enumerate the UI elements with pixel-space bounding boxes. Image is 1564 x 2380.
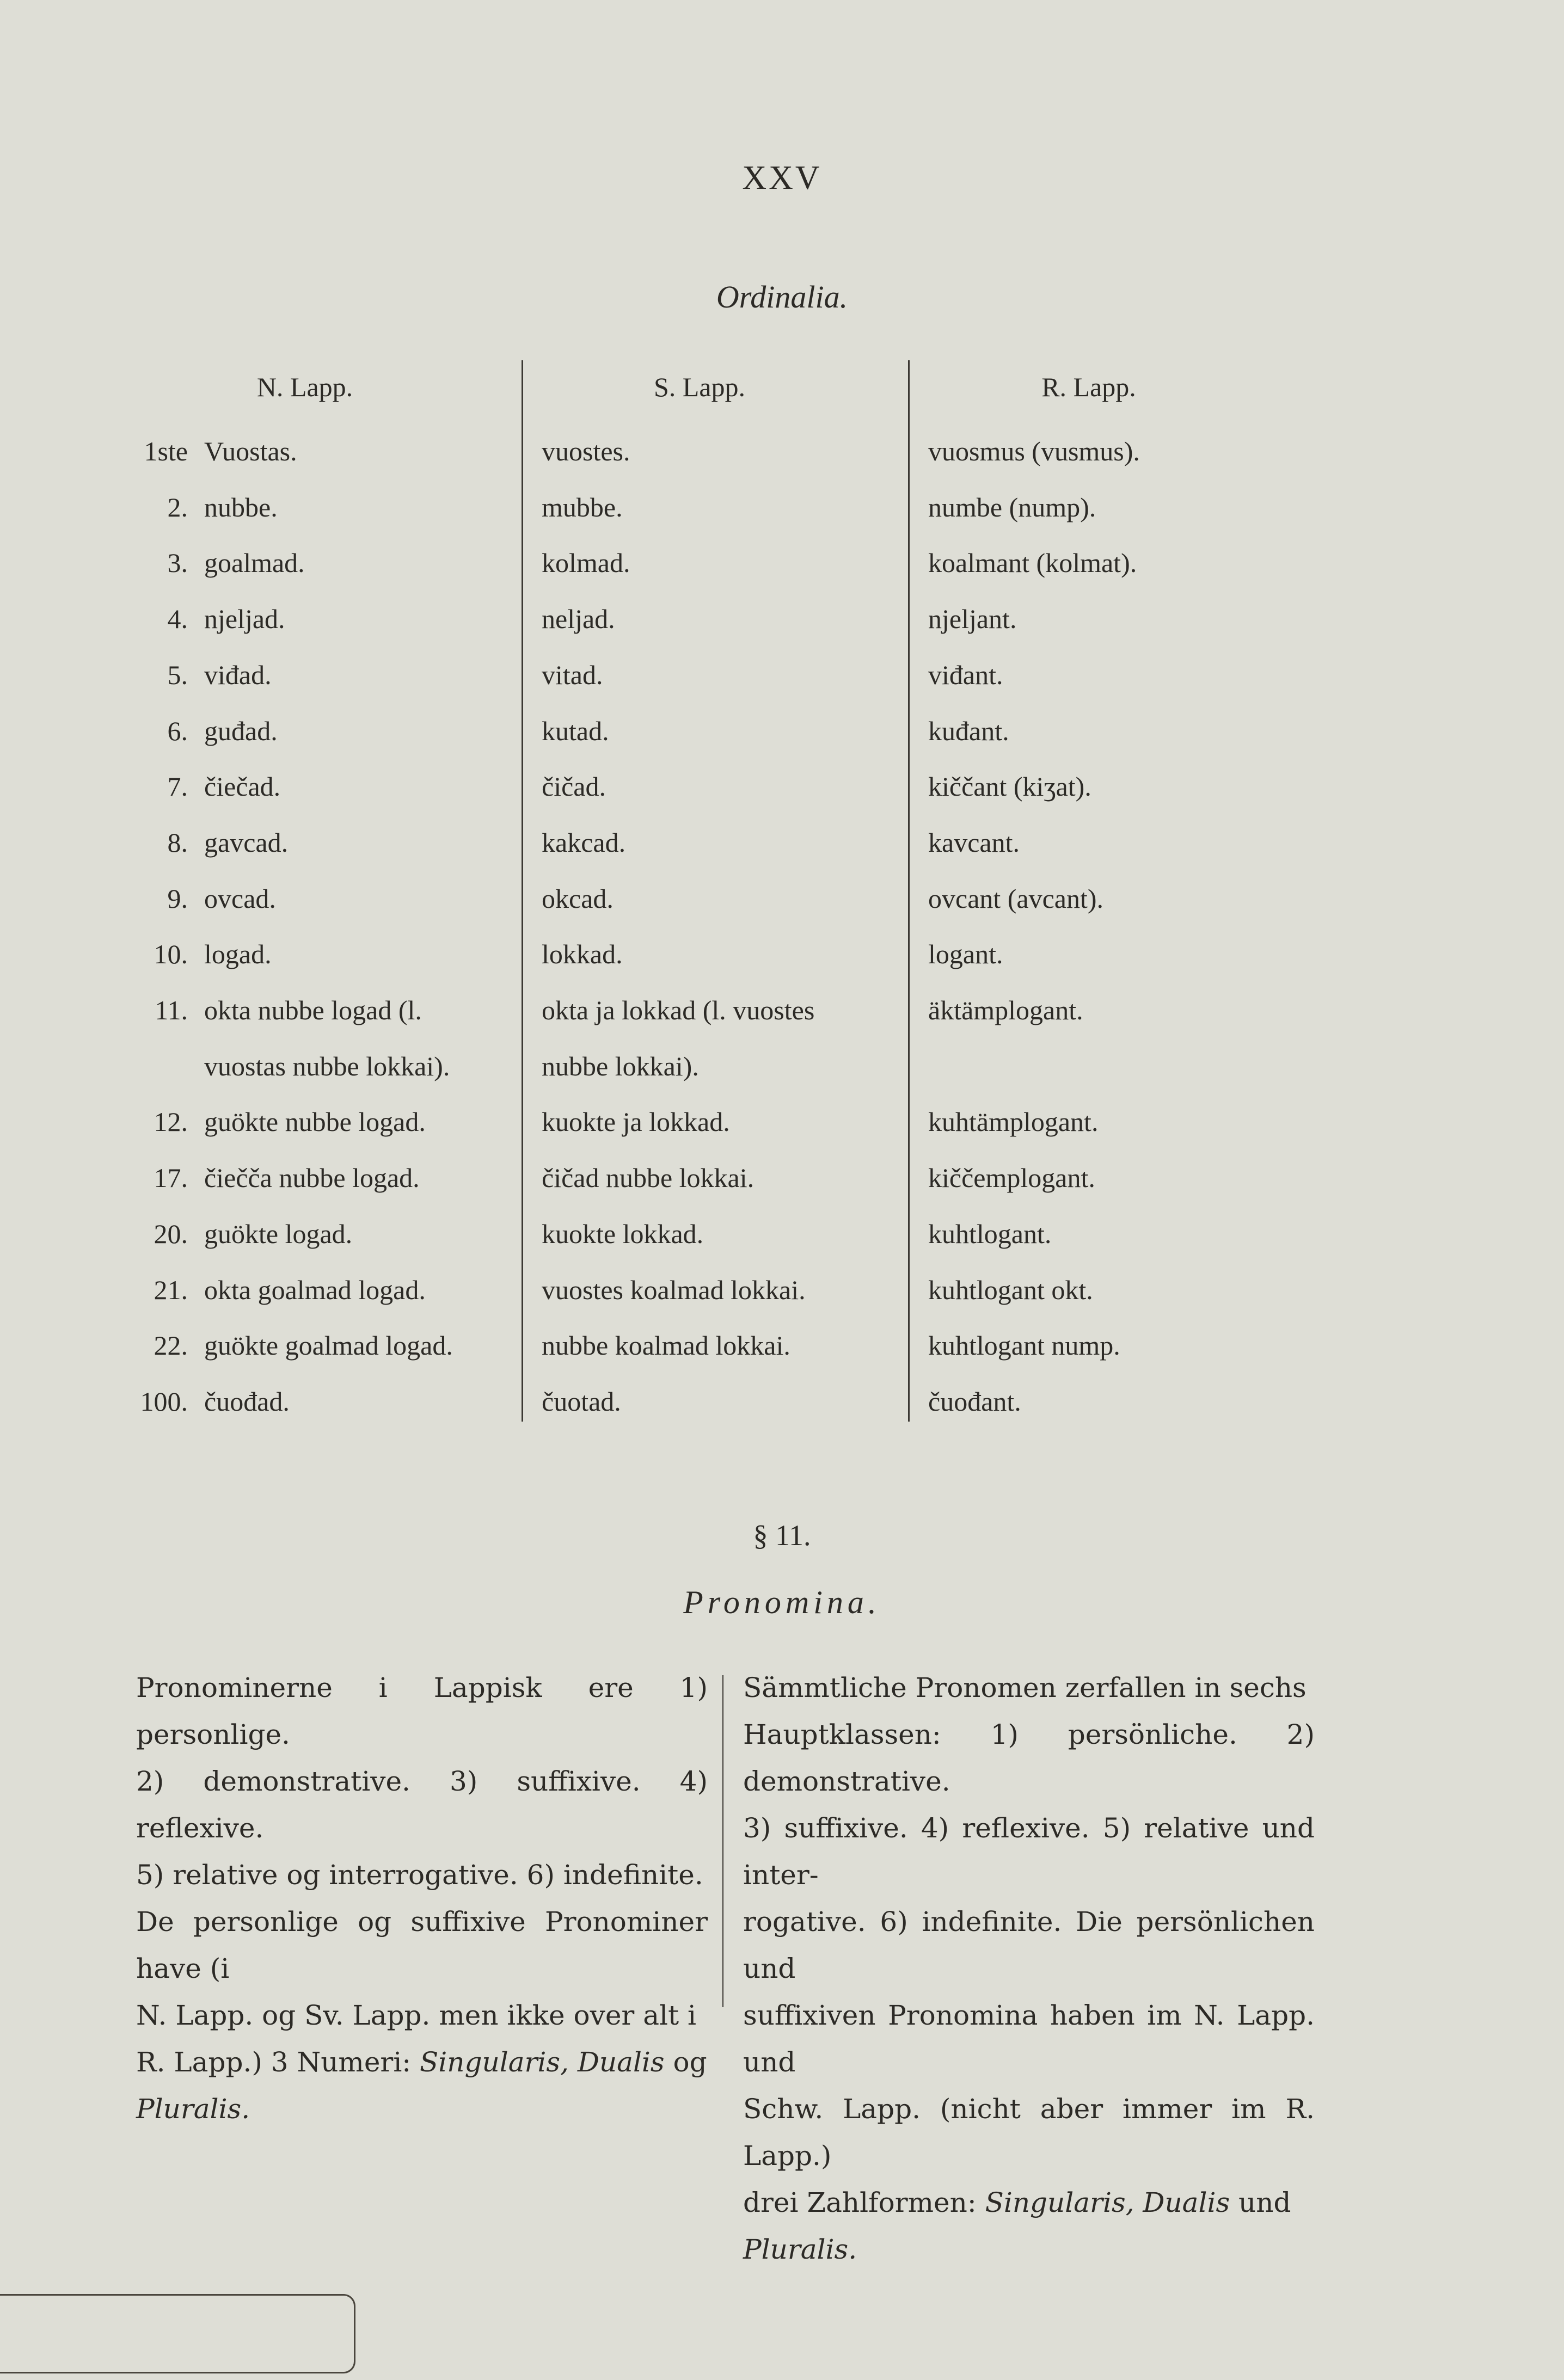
swedish-form: nubbe lokkai). [542, 1050, 699, 1081]
russian-form: njeljant. [928, 604, 1017, 635]
swedish-form: neljad. [542, 604, 615, 635]
paragraph-line: 2) demonstrative. 3) suffixive. 4) reflexive. [136, 1766, 708, 1844]
paragraph-line: Sämmtliche Pronomen zerfallen in sechs [743, 1672, 1307, 1703]
norwegian-form: guđad. [204, 715, 278, 746]
norwegian-form: gavcad. [204, 827, 289, 858]
table-row [0, 1386, 1564, 1435]
row-number: 12. [154, 1106, 188, 1137]
norwegian-form: goalmad. [204, 548, 305, 579]
row-number: 4. [167, 604, 188, 635]
row-number: 8. [167, 827, 188, 858]
norwegian-form: ovcad. [204, 883, 276, 914]
russian-form: čuođant. [928, 1386, 1021, 1417]
table-row [0, 491, 1564, 540]
numeri-italic: Singularis, Dualis [985, 2187, 1230, 2218]
norwegian-form: vuostas nubbe lokkai). [204, 1050, 450, 1081]
table-row [0, 1050, 1564, 1099]
norwegian-form: okta goalmad logad. [204, 1274, 426, 1305]
norwegian-form: čiečča nubbe logad. [204, 1163, 420, 1194]
russian-form: kuhtlogant nump. [928, 1330, 1120, 1361]
column-divider [722, 1675, 723, 2007]
norwegian-form: njeljad. [204, 604, 285, 635]
column-header-swedish: S. Lapp. [653, 372, 746, 402]
russian-form: kiččant (kiʒat). [928, 771, 1091, 802]
norwegian-form: Vuostas. [204, 436, 297, 466]
paragraph-sign: § 11. [753, 1519, 811, 1552]
swedish-form: vuostes. [542, 436, 630, 466]
russian-form: äktämplogant. [928, 995, 1083, 1025]
swedish-form: čuotad. [542, 1386, 621, 1417]
row-number: 9. [167, 883, 188, 914]
norwegian-form: logad. [204, 939, 272, 970]
numeri-line: R. Lapp.) 3 Numeri: [136, 2046, 420, 2078]
swedish-form: lokkad. [542, 939, 623, 970]
norwegian-form: čuođad. [204, 1386, 290, 1417]
table-row [0, 1106, 1564, 1155]
paragraph-line: suffixiven Pronomina haben im N. Lapp. und [743, 2000, 1315, 2078]
paragraph-line: Schw. Lapp. (nicht aber immer im R. Lapp.) [743, 2093, 1315, 2172]
paragraph-line: N. Lapp. og Sv. Lapp. men ikke over alt i [136, 2000, 697, 2031]
column-header-russian: R. Lapp. [1041, 372, 1136, 402]
german-paragraph [743, 1664, 1315, 2273]
table-row [0, 659, 1564, 708]
russian-form: kiččemplogant. [928, 1163, 1095, 1194]
paragraph-line: Pronominerne i Lappisk ere 1) personlige. [136, 1672, 708, 1750]
norwegian-form: viđad. [204, 659, 272, 690]
swedish-form: vitad. [542, 659, 603, 690]
russian-form: kuhtlogant okt. [928, 1274, 1093, 1305]
row-number: 22. [154, 1330, 188, 1361]
norwegian-form: guökte goalmad logad. [204, 1330, 453, 1361]
numeri-italic: Singularis, Dualis [420, 2046, 665, 2078]
table-row [0, 1330, 1564, 1379]
swedish-form: okta ja lokkad (l. vuostes [542, 995, 815, 1025]
row-number: 100. [140, 1386, 188, 1417]
russian-form: logant. [928, 939, 1003, 970]
table-row [0, 547, 1564, 596]
swedish-form: kolmad. [542, 548, 630, 579]
row-number: 17. [154, 1163, 188, 1194]
row-number: 21. [154, 1274, 188, 1305]
row-number: 6. [167, 715, 188, 746]
swedish-form: čičad. [542, 771, 606, 802]
table-row [0, 827, 1564, 876]
norwegian-form: okta nubbe logad (l. [204, 995, 422, 1025]
page-fold-tab [0, 2294, 355, 2373]
table-row [0, 603, 1564, 652]
und-word: und [1230, 2187, 1291, 2218]
paragraph-line: 5) relative og interrogative. 6) indefinite. [136, 1859, 703, 1891]
russian-form: kuđant. [928, 715, 1009, 746]
table-row [0, 715, 1564, 764]
row-number: 10. [154, 939, 188, 970]
russian-form: kuhtämplogant. [928, 1106, 1099, 1137]
page-number: XXV [742, 159, 822, 196]
swedish-form: kuokte ja lokkad. [542, 1106, 730, 1137]
table-row [0, 1274, 1564, 1323]
row-number: 7. [167, 771, 188, 802]
table-row [0, 994, 1564, 1043]
paragraph-line: 3) suffixive. 4) reflexive. 5) relative und inter- [743, 1812, 1315, 1891]
section-title: Ordinalia. [716, 279, 848, 315]
table-row [0, 883, 1564, 932]
table-row [0, 771, 1564, 820]
russian-form: numbe (nump). [928, 491, 1096, 522]
russian-form: viđant. [928, 659, 1003, 690]
pronomina-title: Pronomina. [683, 1584, 881, 1620]
russian-form: ovcant (avcant). [928, 883, 1104, 914]
russian-form: kuhtlogant. [928, 1218, 1052, 1249]
table-row [0, 435, 1564, 484]
row-number: 11. [155, 995, 188, 1025]
norwegian-form: čiečad. [204, 771, 281, 802]
column-header-norwegian: N. Lapp. [256, 372, 353, 402]
swedish-form: mubbe. [542, 491, 623, 522]
paragraph-line: Hauptklassen: 1) persönliche. 2) demonstrative. [743, 1719, 1315, 1797]
swedish-form: vuostes koalmad lokkai. [542, 1274, 806, 1305]
norwegian-form: nubbe. [204, 491, 278, 522]
swedish-form: čičad nubbe lokkai. [542, 1163, 755, 1194]
norwegian-form: guökte nubbe logad. [204, 1106, 426, 1137]
swedish-form: nubbe koalmad lokkai. [542, 1330, 790, 1361]
table-row [0, 938, 1564, 987]
swedish-form: kutad. [542, 715, 609, 746]
table-row [0, 1162, 1564, 1211]
russian-form: vuosmus (vusmus). [928, 436, 1140, 466]
pluralis-word: Pluralis. [136, 2093, 250, 2125]
row-number: 3. [167, 548, 188, 579]
russian-form: kavcant. [928, 827, 1020, 858]
paragraph-line: rogative. 6) indefinite. Die persönlichen und [743, 1906, 1315, 1984]
norwegian-form: guökte logad. [204, 1218, 353, 1249]
norwegian-paragraph [136, 1664, 708, 2132]
swedish-form: kakcad. [542, 827, 626, 858]
zahlformen-line: drei Zahlformen: [743, 2187, 985, 2218]
og-word: og [664, 2046, 707, 2078]
row-number: 2. [167, 491, 188, 522]
row-number: 1ste [144, 436, 188, 466]
paragraph-line: De personlige og suffixive Pronominer have (i [136, 1906, 708, 1984]
row-number: 20. [154, 1218, 188, 1249]
swedish-form: okcad. [542, 883, 614, 914]
swedish-form: kuokte lokkad. [542, 1218, 704, 1249]
row-number: 5. [167, 659, 188, 690]
table-row [0, 1218, 1564, 1267]
pluralis-word: Pluralis. [743, 2234, 857, 2265]
russian-form: koalmant (kolmat). [928, 548, 1137, 579]
